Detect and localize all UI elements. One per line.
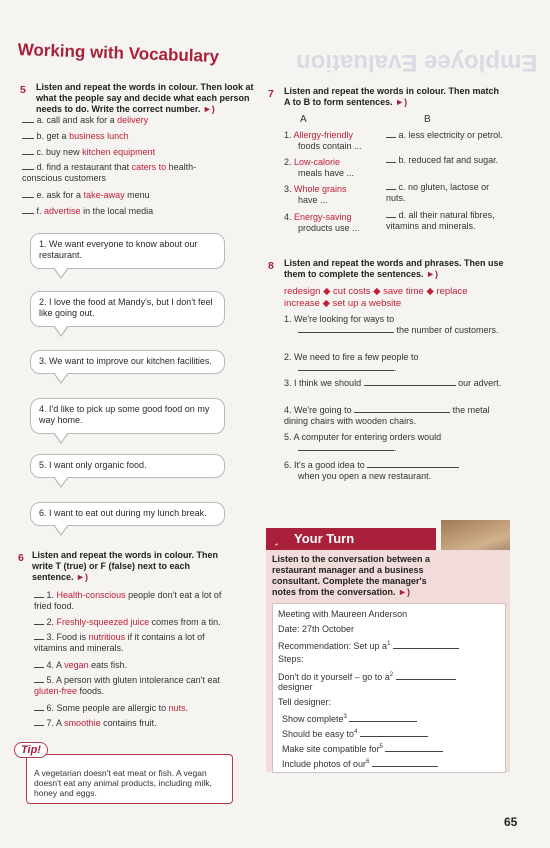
note-line: Steps: bbox=[278, 654, 304, 664]
item-text-after: if it contains a lot of vitamins and minerals. bbox=[34, 632, 205, 653]
answer-blank[interactable] bbox=[34, 710, 44, 711]
bubble-text: 6. I want to eat out during my lunch break. bbox=[39, 508, 207, 518]
item-keyword: gluten-free bbox=[34, 686, 78, 696]
bubble-tail-fill bbox=[54, 325, 68, 335]
ex5-instruction-text: Listen and repeat the words in colour. Then look at what the people say and decide what each person needs to do. Write the correct number. bbox=[36, 82, 254, 114]
answer-blank[interactable] bbox=[34, 639, 44, 640]
item-number: 3. bbox=[46, 632, 55, 642]
item-number: 2. bbox=[284, 352, 292, 362]
note-text: Recommendation: Set up a bbox=[278, 641, 388, 651]
your-turn-instruction-text: Listen to the conversation between a restaurant manager and a business consultant. Complete the manager's notes from the conversation. bbox=[272, 554, 431, 597]
ex7-b-item bbox=[386, 155, 506, 166]
answer-blank[interactable] bbox=[372, 766, 438, 767]
item-text: Some people are allergic to bbox=[56, 703, 169, 713]
item-text-after: people don't eat a lot of fried food. bbox=[34, 590, 222, 611]
answer-blank[interactable] bbox=[360, 736, 428, 737]
answer-blank[interactable] bbox=[34, 725, 44, 726]
ex6-item bbox=[34, 675, 234, 697]
answer-blank[interactable] bbox=[354, 412, 450, 413]
word-bank bbox=[284, 286, 504, 310]
item-text-after: foods. bbox=[77, 686, 105, 696]
item-letter: b. bbox=[398, 155, 407, 165]
item-letter: a. bbox=[398, 130, 407, 140]
ex8-instruction bbox=[284, 258, 504, 280]
item-text: A computer for entering orders would bbox=[293, 432, 442, 442]
item-text-after: the metal dining chairs with wooden chairs. bbox=[284, 405, 490, 426]
ex6-item bbox=[34, 590, 234, 612]
note-line bbox=[282, 757, 502, 770]
item-number: 3. bbox=[284, 184, 292, 194]
bullet-icon: ◆ bbox=[426, 286, 434, 297]
item-keyword: smoothie bbox=[64, 718, 101, 728]
item-text: A bbox=[56, 660, 65, 670]
blank-number: 5 bbox=[379, 744, 383, 750]
ex5-item bbox=[22, 190, 232, 201]
item-text: meals have ... bbox=[298, 168, 355, 178]
item-keyword: take-away bbox=[83, 190, 125, 200]
item-text: We're looking for ways to bbox=[294, 314, 395, 324]
tip-text: A vegetarian doesn't eat meat or fish. A vegan doesn't eat any animal products, including milk, honey and eggs. bbox=[34, 768, 212, 798]
answer-blank[interactable] bbox=[386, 189, 396, 190]
bubble-tail-fill bbox=[54, 267, 68, 277]
word-bank-item: increase bbox=[284, 298, 320, 309]
bullet-icon: ◆ bbox=[322, 298, 330, 309]
ex6-instruction bbox=[32, 550, 232, 583]
item-text-after: . bbox=[394, 363, 397, 373]
note-text: Show complete bbox=[282, 714, 344, 724]
item-text-after: when you open a new restaurant. bbox=[298, 471, 432, 481]
word-bank-item: cut costs bbox=[333, 286, 371, 297]
ghost-title: Employee Evaluation bbox=[296, 49, 538, 76]
bubble-tail-fill bbox=[54, 372, 68, 382]
ex8-item bbox=[284, 378, 504, 389]
item-number: 4. bbox=[46, 660, 55, 670]
bubble-tail-fill bbox=[54, 432, 68, 442]
item-text: buy new bbox=[46, 147, 83, 157]
item-text: ask for a bbox=[46, 190, 84, 200]
item-number: 2. bbox=[46, 617, 55, 627]
ex5-item bbox=[22, 131, 232, 142]
bullet-icon: ◆ bbox=[373, 286, 381, 297]
audio-icon: ►) bbox=[202, 104, 215, 114]
item-keyword: Freshly-squeezed juice bbox=[56, 617, 150, 627]
item-text: A person with gluten intolerance can't eat bbox=[56, 675, 220, 685]
ex7-b-item bbox=[386, 130, 506, 141]
ex6-item bbox=[34, 660, 234, 671]
item-text: call and ask for a bbox=[46, 115, 118, 125]
answer-blank[interactable] bbox=[34, 667, 44, 668]
col-a-header: A bbox=[300, 114, 307, 125]
answer-blank[interactable] bbox=[367, 467, 459, 468]
ex8-item bbox=[284, 460, 504, 482]
item-text-after: comes from a tin. bbox=[149, 617, 221, 627]
audio-icon: ►) bbox=[426, 269, 438, 279]
item-keyword: vegan bbox=[64, 660, 89, 670]
speech-bubble bbox=[30, 502, 225, 526]
page-number: 65 bbox=[504, 815, 518, 829]
ex5-item bbox=[22, 115, 232, 126]
item-text-after: . bbox=[185, 703, 189, 713]
bubble-text: 5. I want only organic food. bbox=[39, 460, 147, 470]
item-letter: d. bbox=[36, 162, 45, 172]
bubble-text: 1. We want everyone to know about our restaurant. bbox=[39, 239, 198, 260]
item-letter: b. bbox=[36, 131, 45, 141]
item-text-after: menu bbox=[124, 190, 150, 200]
item-keyword: kitchen equipment bbox=[82, 147, 156, 157]
item-text: less electricity or petrol. bbox=[408, 130, 503, 140]
item-keyword: delivery bbox=[117, 115, 149, 125]
item-text: products use ... bbox=[298, 223, 360, 233]
item-letter: f. bbox=[36, 206, 42, 216]
answer-blank[interactable] bbox=[22, 154, 34, 155]
tip-label: Tip! bbox=[14, 742, 48, 758]
item-number: 1. bbox=[284, 130, 292, 140]
item-keyword: Allergy-friendly bbox=[293, 130, 354, 140]
ex7-a-item bbox=[284, 157, 384, 179]
answer-blank[interactable] bbox=[34, 624, 44, 625]
item-keyword: Health-conscious bbox=[56, 590, 126, 600]
item-text: Food is bbox=[56, 632, 89, 642]
item-number: 7. bbox=[46, 718, 55, 728]
ex5-item bbox=[22, 206, 232, 217]
answer-blank[interactable] bbox=[22, 213, 34, 214]
item-number: 3. bbox=[284, 378, 292, 388]
ex7-number: 7 bbox=[268, 88, 274, 100]
answer-blank[interactable] bbox=[22, 197, 34, 198]
item-keyword: business lunch bbox=[69, 131, 129, 141]
ex8-item bbox=[284, 352, 504, 374]
item-letter: e. bbox=[36, 190, 45, 200]
item-number: 4. bbox=[284, 212, 292, 222]
answer-blank[interactable] bbox=[386, 217, 396, 218]
item-keyword: advertise bbox=[44, 206, 81, 216]
ex7-a-item bbox=[284, 130, 384, 152]
note-text: Make site compatible for bbox=[282, 744, 380, 754]
ex7-b-item bbox=[386, 182, 506, 204]
note-text: Include photos of our bbox=[282, 759, 367, 769]
speech-bubble bbox=[30, 233, 225, 269]
item-number: 1. bbox=[284, 314, 292, 324]
item-keyword: Whole grains bbox=[294, 184, 347, 194]
ex8-item bbox=[284, 314, 504, 336]
audio-icon: ►) bbox=[395, 97, 408, 107]
word-bank-item: replace bbox=[436, 286, 468, 297]
item-text-after: . bbox=[394, 443, 397, 453]
ex6-item bbox=[34, 703, 234, 714]
item-number: 4. bbox=[284, 405, 292, 415]
item-number: 6. bbox=[46, 703, 55, 713]
word-bank-item: redesign bbox=[284, 286, 321, 297]
ex8-item bbox=[284, 432, 504, 454]
page-heading: Working with Vocabulary bbox=[17, 40, 220, 67]
ex8-instruction-text: Listen and repeat the words and phrases. Then use them to complete the sentences. bbox=[284, 258, 504, 279]
answer-blank[interactable] bbox=[396, 679, 456, 680]
answer-blank[interactable] bbox=[385, 751, 443, 752]
note-text: Don't do it yourself – go to a bbox=[278, 672, 390, 682]
item-text: I think we should bbox=[294, 378, 362, 388]
ex8-number: 8 bbox=[268, 260, 274, 272]
col-b-header: B bbox=[424, 114, 431, 125]
item-text-after: eats fish. bbox=[88, 660, 128, 670]
ex7-a-item bbox=[284, 212, 384, 234]
ex5-item bbox=[22, 162, 207, 184]
speech-bubble bbox=[30, 350, 225, 374]
ear-icon: ˏ bbox=[274, 531, 279, 546]
note-line bbox=[278, 639, 503, 652]
ex5-item bbox=[22, 147, 232, 158]
answer-blank[interactable] bbox=[34, 597, 44, 598]
item-number: 5. bbox=[46, 675, 55, 685]
your-turn-title: Your Turn bbox=[294, 531, 355, 546]
bubble-tail-fill bbox=[54, 476, 68, 486]
word-bank-item: save time bbox=[383, 286, 424, 297]
ex6-item bbox=[34, 718, 234, 729]
item-letter: c. bbox=[36, 147, 44, 157]
item-number: 5. bbox=[284, 432, 292, 442]
blank-number: 4 bbox=[354, 729, 358, 735]
ex6-number: 6 bbox=[18, 552, 24, 564]
item-text: We're going to bbox=[294, 405, 352, 415]
item-keyword: nutritious bbox=[88, 632, 126, 642]
audio-icon: ►) bbox=[76, 572, 88, 582]
note-line bbox=[282, 727, 502, 740]
item-text-after: health-conscious customers bbox=[22, 162, 197, 183]
item-letter: c. bbox=[398, 182, 406, 192]
ex8-item bbox=[284, 405, 504, 427]
item-text: all their natural fibres, vitamins and minerals. bbox=[386, 210, 495, 231]
answer-blank[interactable] bbox=[34, 682, 44, 683]
speech-bubble bbox=[30, 291, 225, 327]
answer-blank[interactable] bbox=[298, 370, 394, 371]
item-text: have ... bbox=[298, 195, 328, 205]
ex6-item bbox=[34, 632, 234, 654]
ex6-item bbox=[34, 617, 244, 628]
ex5-instruction bbox=[36, 82, 254, 115]
answer-blank[interactable] bbox=[22, 138, 34, 139]
bubble-text: 2. I love the food at Mandy's, but I don't feel like going out. bbox=[39, 297, 213, 318]
item-number: 1. bbox=[46, 590, 55, 600]
item-number: 2. bbox=[284, 157, 292, 167]
note-line: designer bbox=[278, 682, 313, 692]
bubble-text: 4. I'd like to pick up some good food on my way home. bbox=[39, 404, 210, 425]
your-turn-header bbox=[266, 528, 436, 550]
ex5-number: 5 bbox=[20, 84, 26, 96]
note-line: Meeting with Maureen Anderson bbox=[278, 609, 408, 619]
answer-blank[interactable] bbox=[298, 332, 394, 333]
item-number: 6. bbox=[284, 460, 292, 470]
ex6-instruction-text: Listen and repeat the words in colour. Then write T (true) or F (false) next to each sentence. bbox=[32, 550, 219, 582]
blank-number: 6 bbox=[366, 759, 370, 765]
item-letter: a. bbox=[36, 115, 45, 125]
ex7-instruction bbox=[284, 86, 504, 108]
note-line: Date: 27th October bbox=[278, 624, 355, 634]
note-line: Tell designer: bbox=[278, 697, 332, 707]
answer-blank[interactable] bbox=[298, 450, 394, 451]
bubble-text: 3. We want to improve our kitchen facilities. bbox=[39, 356, 212, 366]
word-bank-item: set up a website bbox=[332, 298, 402, 309]
blank-number: 3 bbox=[343, 714, 347, 720]
blank-number: 1 bbox=[387, 641, 391, 647]
bubble-tail-fill bbox=[54, 524, 68, 534]
answer-blank[interactable] bbox=[386, 162, 396, 163]
answer-blank[interactable] bbox=[22, 169, 34, 170]
audio-icon: ►) bbox=[398, 587, 410, 597]
note-text: Should be easy to bbox=[282, 729, 355, 739]
item-keyword: Energy-saving bbox=[294, 212, 352, 222]
speech-bubble bbox=[30, 454, 225, 478]
answer-blank[interactable] bbox=[349, 721, 417, 722]
item-text: no gluten, lactose or nuts. bbox=[386, 182, 490, 203]
item-text: A bbox=[56, 718, 65, 728]
note-line bbox=[282, 712, 502, 725]
blank-number: 2 bbox=[389, 672, 394, 678]
ex7-b-item bbox=[386, 210, 506, 232]
answer-blank[interactable] bbox=[386, 137, 396, 138]
item-text-after: contains fruit. bbox=[100, 718, 157, 728]
answer-blank[interactable] bbox=[393, 648, 459, 649]
item-text: reduced fat and sugar. bbox=[408, 155, 499, 165]
item-text: find a restaurant that bbox=[46, 162, 132, 172]
item-text: foods contain ... bbox=[298, 141, 362, 151]
your-turn-instruction bbox=[272, 554, 438, 598]
answer-blank[interactable] bbox=[364, 385, 456, 386]
item-text: We need to fire a few people to bbox=[294, 352, 419, 362]
item-letter: d. bbox=[398, 210, 407, 220]
speech-bubble bbox=[30, 398, 225, 434]
item-text-after: in the local media bbox=[80, 206, 154, 216]
item-keyword: caters to bbox=[131, 162, 167, 172]
item-keyword: nuts bbox=[168, 703, 186, 713]
item-text-after: the number of customers. bbox=[396, 325, 499, 335]
ex7-instruction-text: Listen and repeat the words in colour. Then match A to B to form sentences. bbox=[284, 86, 500, 107]
item-keyword: Low-calorie bbox=[294, 157, 341, 167]
answer-blank[interactable] bbox=[22, 122, 34, 123]
item-text: get a bbox=[46, 131, 70, 141]
bullet-icon: ◆ bbox=[323, 286, 331, 297]
note-line bbox=[282, 742, 502, 755]
ex7-a-item bbox=[284, 184, 384, 206]
item-text-after: our advert. bbox=[458, 378, 502, 388]
item-text: It's a good idea to bbox=[294, 460, 365, 470]
